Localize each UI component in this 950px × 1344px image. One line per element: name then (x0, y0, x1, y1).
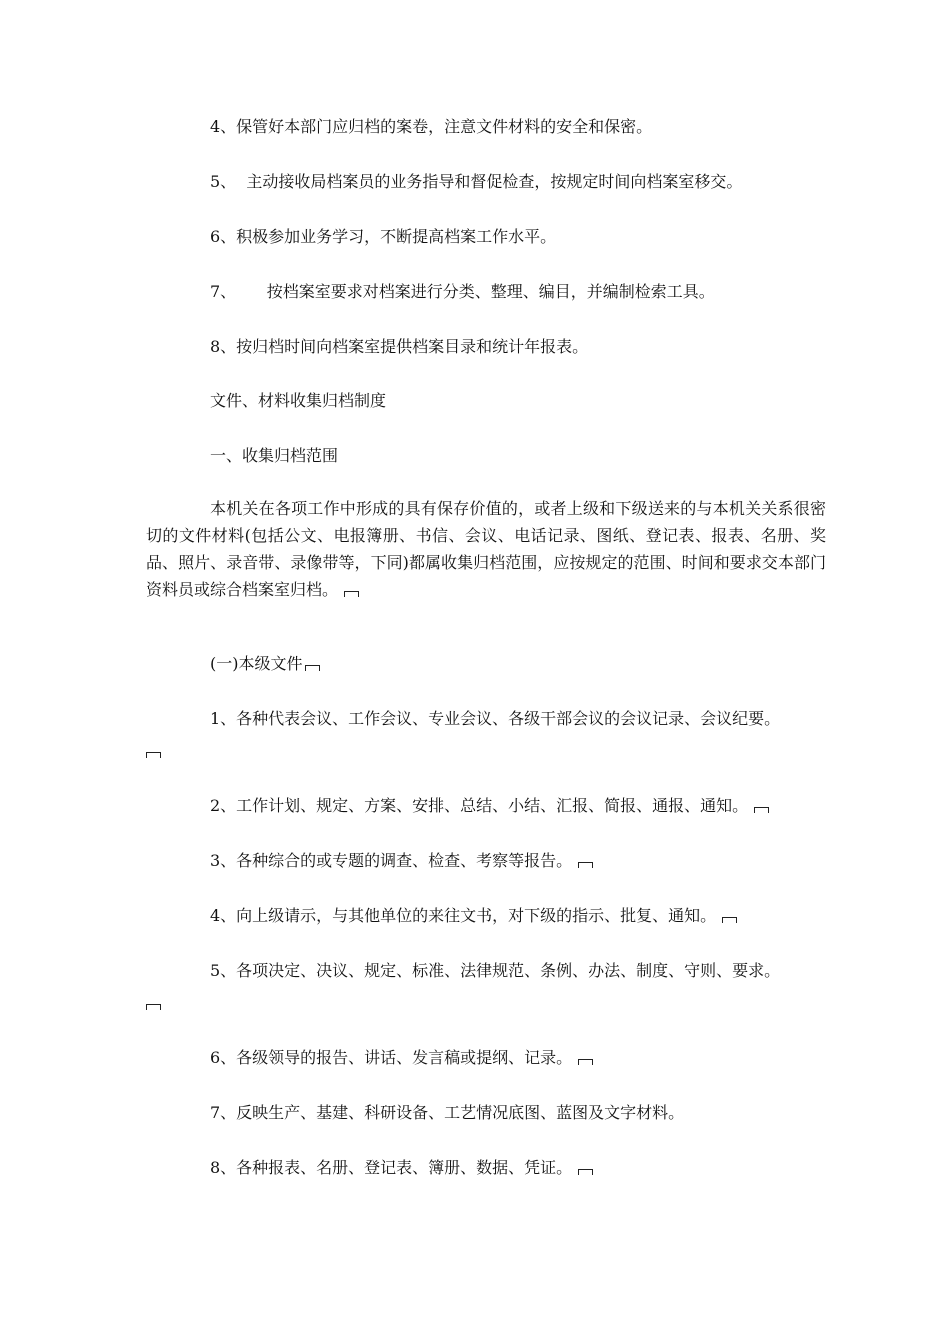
list-item-2-text: 2、工作计划、规定、方案、安排、总结、小结、汇报、简报、通报、通知。 (210, 796, 749, 815)
list-item-4 (210, 905, 737, 927)
list-item-3-text: 3、各种综合的或专题的调查、检查、考察等报告。 (210, 851, 573, 870)
list-item-7: 7、反映生产、基建、科研设备、工艺情况底图、蓝图及文字材料。 (210, 1103, 685, 1122)
list-item-6 (210, 1047, 593, 1069)
paragraph-mark-icon (146, 752, 161, 758)
paragraph-mark-icon (578, 1059, 593, 1065)
category-title (210, 653, 320, 675)
scope-paragraph (146, 495, 826, 603)
paragraph-mark-icon (578, 862, 593, 868)
paragraph-mark-icon (722, 917, 737, 923)
list-item-1: 1、各种代表会议、工作会议、专业会议、各级干部会议的会议记录、会议纪要。 (210, 709, 781, 728)
category-title-text: (一)本级文件 (210, 654, 303, 673)
list-item-4-text: 4、向上级请示，与其他单位的来往文书，对下级的指示、批复、通知。 (210, 906, 717, 925)
list-item-2 (210, 795, 769, 817)
list-item-6-text: 6、各级领导的报告、讲话、发言稿或提纲、记录。 (210, 1048, 573, 1067)
section-title: 文件、材料收集归档制度 (210, 391, 387, 410)
paragraph-mark-icon (344, 591, 359, 597)
list-item-8 (210, 1157, 593, 1179)
duty-item-7: 7、 按档案室要求对档案进行分类、整理、编目，并编制检索工具。 (210, 282, 715, 301)
duty-item-8: 8、按归档时间向档案室提供档案目录和统计年报表。 (210, 337, 589, 356)
duty-item-5: 5、 主动接收局档案员的业务指导和督促检查，按规定时间向档案室移交。 (210, 172, 743, 191)
paragraph-mark-icon (305, 665, 320, 671)
paragraph-mark-icon (578, 1169, 593, 1175)
duty-item-6: 6、积极参加业务学习，不断提高档案工作水平。 (210, 227, 557, 246)
list-item-8-text: 8、各种报表、名册、登记表、簿册、数据、凭证。 (210, 1158, 573, 1177)
duty-item-4: 4、保管好本部门应归档的案卷，注意文件材料的安全和保密。 (210, 117, 653, 136)
paragraph-mark-icon (754, 807, 769, 813)
subsection-title: 一、收集归档范围 (210, 446, 339, 465)
list-item-3 (210, 850, 593, 872)
paragraph-mark-icon (146, 1004, 161, 1010)
scope-paragraph-text: 本机关在各项工作中形成的具有保存价值的，或者上级和下级送来的与本机关关系很密切的文件材料(包括公文、电报簿册、书信、会议、电话记录、图纸、登记表、报表、名册、奖品、照片、录音带、录像带等，下同)都属收集归档范围，应按规定的范围、时间和要求交本部门资料员或综合档案室归档。 (146, 499, 826, 599)
list-item-5: 5、各项决定、决议、规定、标准、法律规范、条例、办法、制度、守则、要求。 (210, 961, 781, 980)
